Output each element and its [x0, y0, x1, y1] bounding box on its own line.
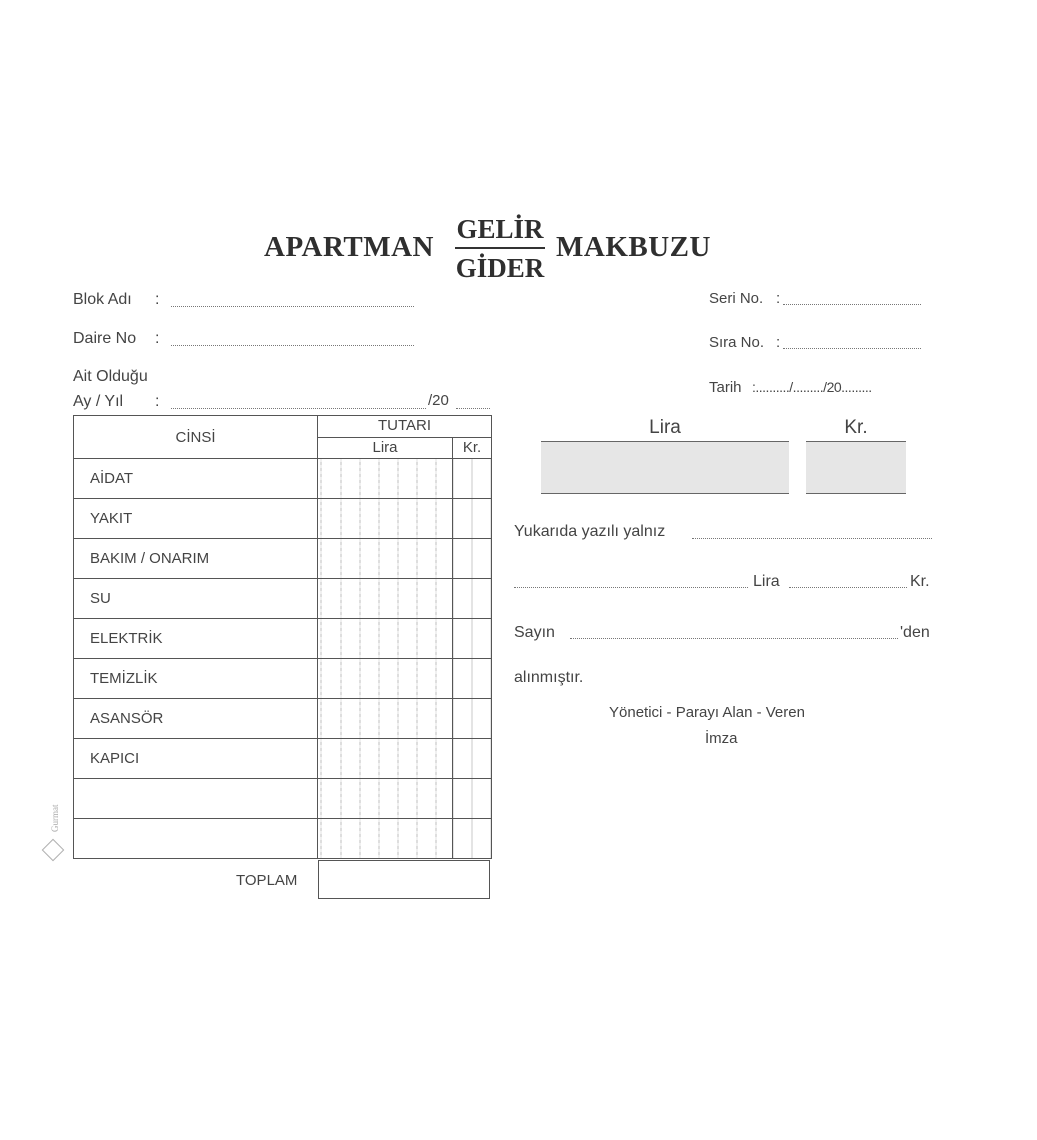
kr-input[interactable] [453, 779, 492, 819]
daire-field[interactable] [171, 344, 414, 346]
table-row [74, 699, 492, 739]
brand-logo-icon [42, 839, 65, 862]
seri-colon: : [776, 290, 781, 307]
income-expense-table [73, 415, 492, 859]
amount-words-field[interactable] [692, 537, 932, 539]
sayin-label: Sayın [514, 624, 555, 641]
lira-input[interactable] [318, 739, 453, 779]
row-label-kapici: KAPICI [74, 739, 318, 779]
table-row [74, 459, 492, 499]
row-label-blank[interactable] [74, 779, 318, 819]
kr-input[interactable] [453, 539, 492, 579]
kr-input[interactable] [453, 579, 492, 619]
header-lira: Lira [318, 437, 453, 459]
kr-input[interactable] [453, 459, 492, 499]
brand-side-text: Gurmat [50, 804, 60, 832]
row-label-yakit: YAKIT [74, 499, 318, 539]
table-row [74, 539, 492, 579]
kr-word: Kr. [910, 573, 930, 590]
kr-input[interactable] [453, 819, 492, 859]
row-label-blank[interactable] [74, 819, 318, 859]
sira-field[interactable] [783, 347, 921, 349]
table-row [74, 819, 492, 859]
amount-kr-box[interactable] [806, 441, 906, 494]
lira-input[interactable] [318, 819, 453, 859]
title-gider: GİDER [455, 253, 545, 283]
alinmistir-text: alınmıştır. [514, 669, 584, 686]
blok-label: Blok Adı [73, 291, 132, 308]
lira-input[interactable] [318, 579, 453, 619]
seri-label: Seri No. [709, 290, 764, 307]
header-tutari: TUTARI [318, 416, 492, 438]
title-gelir: GELİR [456, 214, 544, 244]
lira-input[interactable] [318, 539, 453, 579]
kr-input[interactable] [453, 739, 492, 779]
total-field[interactable] [318, 860, 490, 899]
header-cinsi: CİNSİ [74, 416, 318, 459]
table-row [74, 499, 492, 539]
amount-lira-label: Lira [649, 417, 681, 438]
sira-label: Sıra No. [709, 334, 765, 351]
lira-input[interactable] [318, 779, 453, 819]
daire-label: Daire No [73, 330, 137, 347]
lira-input[interactable] [318, 699, 453, 739]
imza-text: İmza [705, 730, 738, 747]
blok-field[interactable] [171, 305, 414, 307]
kr-input[interactable] [453, 699, 492, 739]
ay-yil-label: Ay / Yıl [73, 393, 124, 410]
ait-label: Ait Olduğu [73, 368, 148, 385]
table-row [74, 779, 492, 819]
ay-yil-field[interactable] [171, 407, 426, 409]
row-label-su: SU [74, 579, 318, 619]
year-prefix: /20 [428, 392, 449, 409]
blok-colon: : [155, 291, 160, 308]
lira-words-field[interactable] [514, 586, 748, 588]
header-kr: Kr. [453, 437, 492, 459]
lira-word: Lira [753, 573, 780, 590]
tarih-field[interactable]: :........../........./20......... [752, 379, 872, 395]
amount-lira-box[interactable] [541, 441, 789, 494]
kr-input[interactable] [453, 659, 492, 699]
lira-input[interactable] [318, 499, 453, 539]
title-apartman: APARTMAN [264, 231, 434, 263]
row-label-temizlik: TEMİZLİK [74, 659, 318, 699]
title-fraction-bar [455, 247, 545, 249]
table-row [74, 579, 492, 619]
total-label: TOPLAM [236, 872, 298, 889]
title-makbuzu: MAKBUZU [556, 231, 711, 263]
row-label-elektrik: ELEKTRİK [74, 619, 318, 659]
payer-field[interactable] [570, 637, 898, 639]
ay-yil-colon: : [155, 393, 160, 410]
table-row [74, 619, 492, 659]
kr-input[interactable] [453, 619, 492, 659]
receipt-line1: Yukarıda yazılı yalnız [514, 523, 666, 540]
tarih-label: Tarih [709, 379, 742, 396]
daire-colon: : [155, 330, 160, 347]
row-label-bakim: BAKIM / ONARIM [74, 539, 318, 579]
kr-input[interactable] [453, 499, 492, 539]
lira-input[interactable] [318, 619, 453, 659]
seri-field[interactable] [783, 303, 921, 305]
amount-kr-label: Kr. [844, 417, 868, 438]
row-label-aidat: AİDAT [74, 459, 318, 499]
kr-words-field[interactable] [789, 586, 907, 588]
lira-input[interactable] [318, 659, 453, 699]
table-row [74, 659, 492, 699]
signers-text: Yönetici - Parayı Alan - Veren [609, 704, 805, 721]
table-row [74, 739, 492, 779]
year-field[interactable] [456, 407, 490, 409]
sira-colon: : [776, 334, 781, 351]
lira-input[interactable] [318, 459, 453, 499]
den-suffix: 'den [900, 624, 930, 641]
row-label-asansor: ASANSÖR [74, 699, 318, 739]
